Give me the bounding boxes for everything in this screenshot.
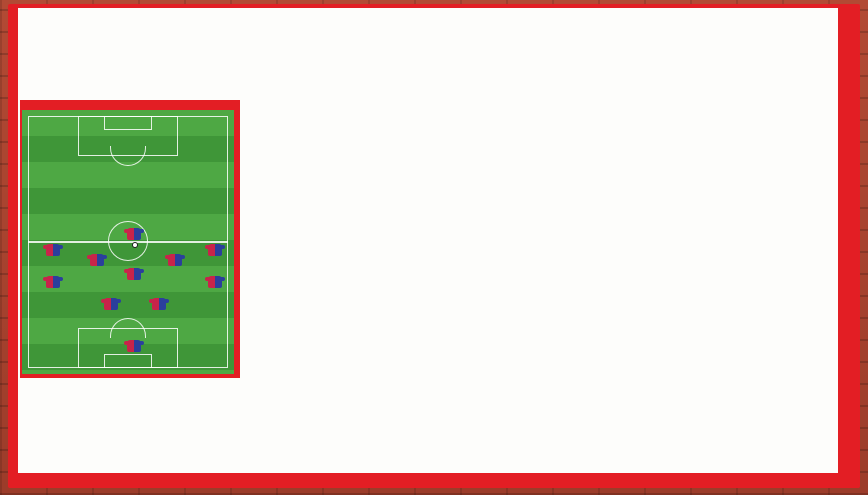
player-forward [127, 228, 141, 240]
player-right-back [208, 244, 222, 256]
player-midfielder-centre [127, 268, 141, 280]
player-midfielder-left [104, 298, 118, 310]
player-right-winger [208, 276, 222, 288]
formation-block [20, 58, 228, 60]
principles-list [245, 0, 845, 495]
player-centre-back-right [168, 254, 182, 266]
center-circle [108, 221, 148, 261]
ball [132, 242, 138, 248]
top-goal-box [104, 116, 152, 130]
football-pitch [22, 110, 234, 374]
player-left-winger [46, 276, 60, 288]
player-left-back [46, 244, 60, 256]
player-midfielder-right [152, 298, 166, 310]
bottom-goal-box [104, 354, 152, 368]
player-centre-back-left [90, 254, 104, 266]
player-goalkeeper [127, 340, 141, 352]
